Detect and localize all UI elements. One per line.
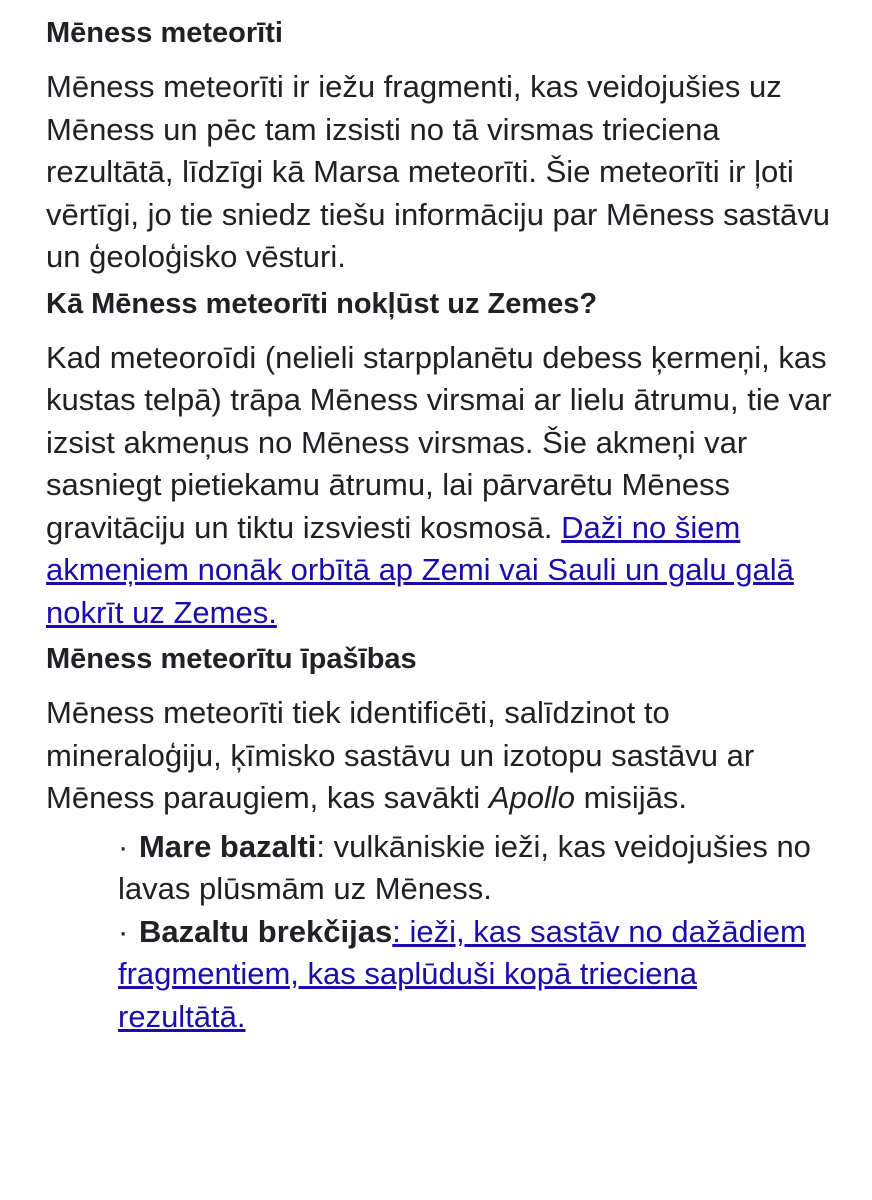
bullet-link[interactable]: : ieži, kas sastāv no dažādiem fragmentiem, kas saplūduši kopā trieciena rezultātā. <box>118 913 806 1034</box>
section-properties <box>46 640 832 1038</box>
paragraph-end: misijās. <box>575 780 687 815</box>
section-heading: Kā Mēness meteorīti nokļūst uz Zemes? <box>46 287 598 320</box>
section-heading: Mēness meteorīti <box>46 17 283 49</box>
section-heading: Mēness meteorītu īpašības <box>46 643 417 675</box>
bullet-marker: · <box>118 913 129 949</box>
paragraph-text: Kad meteoroīdi (nelieli starpplanētu debess ķermeņi, kas kustas telpā) trāpa Mēness virsmai ar lielu ātrumu, tie var izsist akmeņus no Mēness virsmas. Šie akmeņi var sasniegt pietiekamu ātrumu, lai pārvarētu Mēness gravitāciju un tiktu izsviesti kosmosā. <box>46 339 832 545</box>
bullet-marker: · <box>118 828 129 864</box>
section-paragraph <box>46 337 832 635</box>
paragraph-link[interactable]: Daži no šiem akmeņiem nonāk orbītā ap Zemi vai Sauli un galu galā nokrīt uz Zemes. <box>46 509 794 630</box>
bullet-term: Mare bazalti <box>138 828 317 864</box>
bullet-term: Bazaltu brekčijas <box>138 913 393 949</box>
paragraph-italic: Apollo <box>488 780 575 815</box>
bullet-list <box>46 826 832 1039</box>
section-paragraph <box>46 692 832 820</box>
section-lunar-meteorites <box>46 14 832 279</box>
list-item <box>118 911 832 1039</box>
paragraph-text: Mēness meteorīti tiek identificēti, salīdzinot to mineraloģiju, ķīmisko sastāvu un izotopu sastāvu ar Mēness paraugiem, kas savākti <box>46 695 755 815</box>
section-how-they-reach-earth <box>46 285 832 635</box>
section-paragraph: Mēness meteorīti ir iežu fragmenti, kas veidojušies uz Mēness un pēc tam izsisti no tā virsmas trieciena rezultātā, līdzīgi kā Marsa meteorīti. Šie meteorīti ir ļoti vērtīgi, jo tie sniedz tiešu informāciju par Mēness sastāvu un ģeoloģisko vēsturi. <box>46 69 830 274</box>
list-item <box>118 826 832 911</box>
bullet-text: : vulkāniskie ieži, kas veidojušies no lavas plūsmām uz Mēness. <box>118 828 811 906</box>
